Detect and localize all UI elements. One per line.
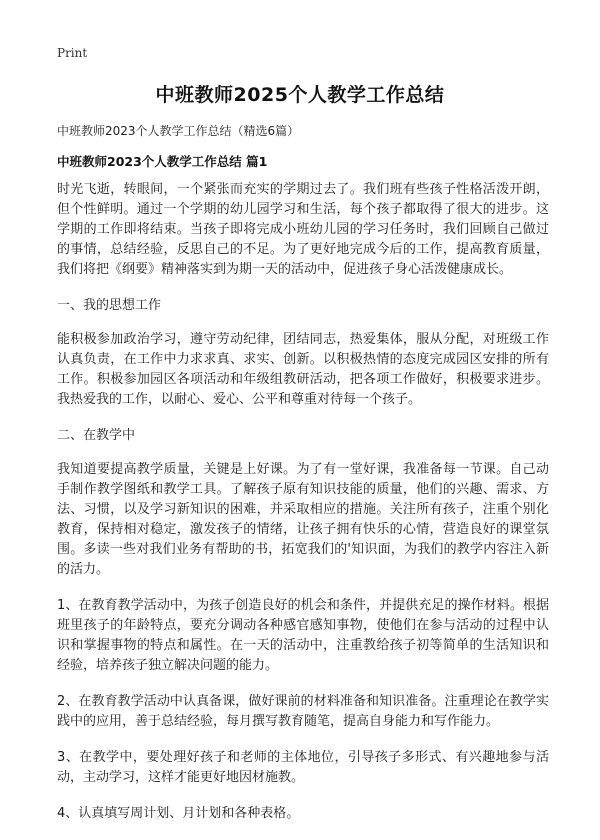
paragraph-thought-work: 能积极参加政治学习，遵守劳动纪律，团结同志，热爱集体，服从分配，对班级工作认真负责，在工作中力求求真、求实、创新。以积极热情的态度完成园区安排的所有工作。积极参加园区各项活动和年级组教研活动，把各项工作做好，积极要求进步。我热爱我的工作，以耐心、爱心、公平和尊重对待每一个孩子。	[57, 332, 549, 407]
paragraph-item-4: 4、认真填写周计划、月计划和各种表格。	[57, 806, 300, 821]
article-body	[57, 180, 549, 840]
paragraph-teaching: 我知道要提高教学质量，关键是上好课。为了有一堂好课，我准备每一节课。自己动手制作教学图纸和教学工具。了解孩子原有知识技能的质量，他们的兴趣、需求、方法、习惯，以及学习新知识的困难，并采取相应的措施。关注所有孩子，注重个别化教育，保持相对稳定，激发孩子的情绪，让孩子拥有快乐的心情，营造良好的课堂氛围。多读一些对我们业务有帮助的书，拓宽我们的'知识面，为我们的教学内容注入新的活力。	[57, 462, 549, 577]
print-link[interactable]: Print	[57, 46, 88, 60]
paragraph-item-2: 2、在教育教学活动中认真备课，做好课前的材料准备和知识准备。注重理论在教学实践中的应用，善于总结经验，每月撰写教育随笔，提高自身能力和写作能力。	[57, 694, 549, 729]
document-subtitle: 中班教师2023个人教学工作总结（精选6篇）	[57, 124, 300, 138]
subheading-thought-work: 一、我的思想工作	[57, 298, 162, 313]
paragraph-intro: 时光飞逝，转眼间，一个紧张而充实的学期过去了。我们班有些孩子性格活泼开朗，但个性鲜明。通过一个学期的幼儿园学习和生活，每个孩子都取得了很大的进步。这学期的工作即将结束。当孩子即将完成小班幼儿园的学习任务时，我们回顾自己做过的事情，总结经验，反思自己的不足。为了更好地完成今后的工作，提高教育质量，我们将把《纲要》精神落实到为期一天的活动中，促进孩子身心活泼健康成长。	[57, 182, 549, 277]
section-heading: 中班教师2023个人教学工作总结 篇1	[57, 154, 268, 169]
paragraph-item-1: 1、在教育教学活动中，为孩子创造良好的机会和条件，并提供充足的操作材料。根据班里孩子的年龄特点，要充分调动各种感官感知事物，使他们在参与活动的过程中认识和掌握事物的特点和属性。在一天的活动中，注重教给孩子初等简单的生活知识和经验，培养孩子独立解决问题的能力。	[57, 598, 549, 673]
paragraph-item-3: 3、在教学中，要处理好孩子和老师的主体地位，引导孩子多形式、有兴趣地参与活动，主动学习，这样才能更好地因材施教。	[57, 750, 549, 785]
page-title: 中班教师2025个人教学工作总结	[155, 84, 445, 106]
subheading-teaching: 二、在教学中	[57, 428, 136, 443]
